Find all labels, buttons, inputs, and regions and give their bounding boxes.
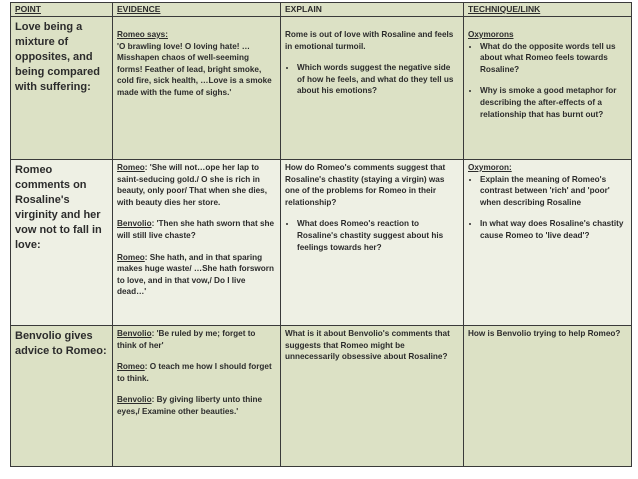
table-row <box>11 160 632 326</box>
explain-cell <box>281 326 464 467</box>
explain-text: Rome is out of love with Rosaline and feels in emotional turmoil. <box>285 30 454 51</box>
speaker-label: Romeo <box>117 252 145 262</box>
quote-text: : 'She will not…ope her lap to saint-seducing gold./ O she is rich in beauty, only poor/ That when she dies, with beauty dies her store. <box>117 163 267 207</box>
technique-heading: Oxymoron: <box>468 163 512 172</box>
technique-bullet: • What do the opposite words tell us about what Romeo feels towards Rosaline? <box>480 41 627 76</box>
speaker-label: Romeo <box>117 163 145 172</box>
technique-cell <box>464 17 632 160</box>
technique-text: How is Benvolio trying to help Romeo? <box>468 329 621 338</box>
quote-text: : By giving liberty unto thine eyes,/ Examine other beauties.' <box>117 395 263 416</box>
quote-text: : O teach me how I should forget to think. <box>117 362 272 383</box>
point-cell: Romeo comments on Rosaline's virginity and her vow not to fall in love: <box>11 160 113 326</box>
analysis-table <box>10 2 632 467</box>
technique-bullet: • Why is smoke a good metaphor for describing the after-effects of a relationship that has burnt out? <box>480 85 627 120</box>
speaker-label: Benvolio <box>117 395 152 405</box>
point-cell: Love being a mixture of opposites, and being compared with suffering: <box>11 17 113 160</box>
table-row <box>11 17 632 160</box>
header-point: POINT <box>11 3 113 17</box>
header-row <box>11 3 632 17</box>
explain-bullet: • What does Romeo's reaction to Rosaline's chastity suggest about his feelings towards her? <box>297 218 459 253</box>
header-evidence: EVIDENCE <box>113 3 281 17</box>
point-cell: Benvolio gives advice to Romeo: <box>11 326 113 467</box>
evidence-cell <box>113 326 281 467</box>
technique-cell <box>464 160 632 326</box>
speaker-label: Romeo <box>117 362 145 372</box>
speaker-label: Benvolio <box>117 329 152 338</box>
explain-cell <box>281 160 464 326</box>
table-row <box>11 326 632 467</box>
quote-text: : 'Then she hath sworn that she will still live chaste? <box>117 219 275 240</box>
analysis-table-wrapper <box>10 2 631 467</box>
technique-cell <box>464 326 632 467</box>
technique-bullet: • Explain the meaning of Romeo's contrast between 'rich' and 'poor' when describing Rosaline <box>480 174 627 209</box>
header-technique: TECHNIQUE/LINK <box>464 3 632 17</box>
technique-heading: Oxymorons <box>468 30 514 39</box>
quote-text: : She hath, and in that sparing makes huge waste/ …She hath forsworn to love, and in that vow,/ Do I live dead…' <box>117 252 274 297</box>
explain-bullet: • Which words suggest the negative side of how he feels, and what do they tell us about his emotions? <box>297 62 459 97</box>
technique-bullet: • In what way does Rosaline's chastity cause Romeo to 'live dead'? <box>480 218 627 241</box>
header-explain: EXPLAIN <box>281 3 464 17</box>
speaker-label: Romeo says: <box>117 30 168 39</box>
speaker-label: Benvolio <box>117 219 152 229</box>
explain-text: What is it about Benvolio's comments that suggests that Romeo might be unnecessarily obsessive about Rosaline? <box>285 329 450 362</box>
evidence-cell <box>113 160 281 326</box>
explain-text: How do Romeo's comments suggest that Rosaline's chastity (staying a virgin) was one of the problems for Romeo in their relationship? <box>285 163 446 207</box>
explain-cell <box>281 17 464 160</box>
quote-text: 'O brawling love! O loving hate! … Misshapen chaos of well-seeming forms! Feather of lead, bright smoke, cold fire, sick health, …Love is a smoke made with the fume of sighs.' <box>117 41 272 97</box>
evidence-cell <box>113 17 281 160</box>
quote-text: : 'Be ruled by me; forget to think of her' <box>117 329 256 350</box>
